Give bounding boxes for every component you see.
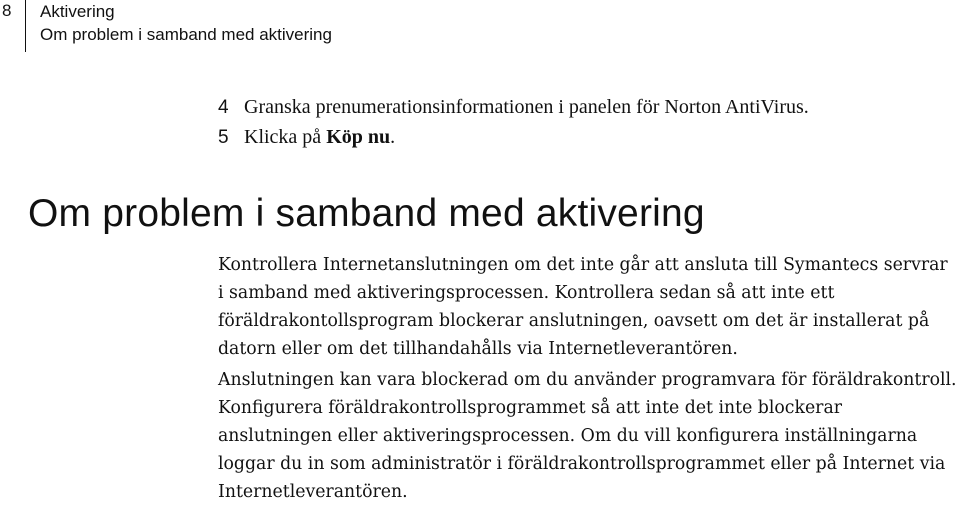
step-text: Granska prenumerationsinformationen i panelen för Norton AntiVirus. [244, 96, 809, 118]
buy-now-label: Köp nu [326, 126, 391, 148]
step-text-suffix: . [390, 126, 396, 148]
step-number: 4 [218, 97, 229, 118]
running-header-chapter: Aktivering [40, 2, 115, 21]
step-number: 5 [218, 127, 229, 148]
body-paragraph: Kontrollera Internetanslutningen om det inte går att ansluta till Symantecs servrar i samband med aktiveringsprocessen. Kontrollera sedan så att inte ett föräldrakontollsprogram blockerar anslutningen, oavsett om det är installerat på datorn eller om det tillhandahålls via Internetleverantören. [218, 255, 948, 359]
step-list [218, 96, 809, 156]
step-text [244, 126, 395, 149]
step-item [218, 96, 809, 126]
step-text-prefix: Klicka på [244, 126, 327, 148]
step-item [218, 126, 809, 156]
header-divider [25, 0, 26, 52]
section-heading: Om problem i samband med aktivering [28, 192, 705, 235]
running-header-section: Om problem i samband med aktivering [40, 25, 332, 44]
page-number: 8 [2, 1, 12, 20]
body-paragraph: Anslutningen kan vara blockerad om du använder programvara för föräldrakontroll. Konfigurera föräldrakontrollsprogrammet så att inte det inte blockerar anslutningen eller aktiveringsprocessen. Om du vill konfigurera inställningarna loggar du in som administratör i föräldrakontrollsprogrammet eller på Internet via Internetleverantören. [218, 370, 957, 502]
